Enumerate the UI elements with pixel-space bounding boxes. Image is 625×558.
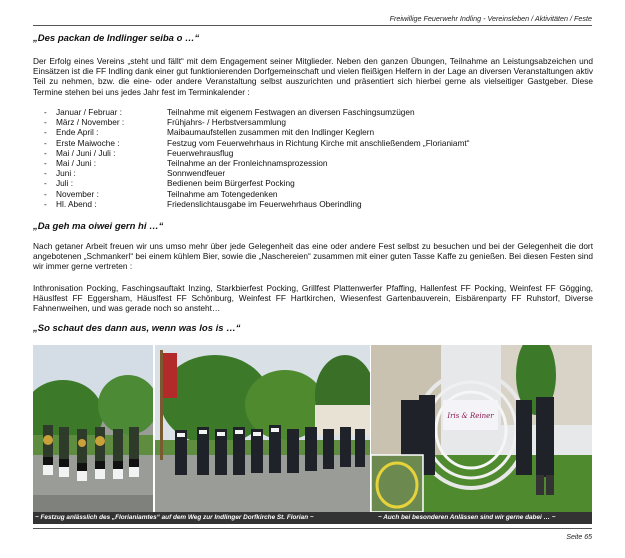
section-title-1: „Des packan de Indlinger seiba o …“ <box>33 33 200 44</box>
calendar-row <box>44 148 564 158</box>
calendar-when: Ende April : <box>56 127 99 138</box>
calendar-dash: - <box>44 107 47 117</box>
calendar-when: Juni : <box>56 168 76 179</box>
calendar-what: Feuerwehrausflug <box>167 147 234 158</box>
calendar-what: Bedienen beim Bürgerfest Pocking <box>167 178 295 189</box>
calendar-when: März / November : <box>56 117 125 128</box>
calendar-row <box>44 138 564 148</box>
calendar-dash: - <box>44 157 47 168</box>
visits-paragraph: Nach getaner Arbeit freuen wir uns umso mehr über jede Gelegenheit das eine oder andere Fest selbst zu besuchen und bei der Gelegenheit die dort angebotenen „Schmankerl“ bei einem kühlem Bier, sowie die „Naschereien“ zusammen mit einer guten Tasse Kaffe zu genießen. Bei diesen Festen sind wir immer gerne vertreten : <box>33 241 593 272</box>
page-number: Seite 65 <box>566 534 592 541</box>
heart-banner-text: Iris & Reiner <box>447 412 494 420</box>
page-header <box>33 14 592 26</box>
calendar-row <box>44 199 564 209</box>
calendar-dash: - <box>44 117 47 128</box>
calendar-what: Festzug vom Feuerwehrhaus in Richtung Kirche mit anschließendem „Florianiamt“ <box>167 137 470 148</box>
calendar-when: Erste Maiwoche : <box>56 137 120 148</box>
photo-caption-bar <box>33 512 592 524</box>
photo-fire-brigade-parade <box>155 345 370 512</box>
calendar-what: Maibaumaufstellen zusammen mit den Indlinger Keglern <box>167 127 375 138</box>
calendar-row <box>44 107 564 117</box>
calendar-what: Teilnahme am Totengedenken <box>167 188 278 199</box>
calendar-dash: - <box>44 137 47 148</box>
calendar-dash: - <box>44 178 47 189</box>
calendar-when: Mai / Juni : <box>56 157 97 168</box>
calendar-when: Mai / Juni / Juli : <box>56 147 116 158</box>
calendar-what: Sonnwendfeuer <box>167 168 226 179</box>
calendar-dash: - <box>44 127 47 138</box>
calendar-when: November : <box>56 188 99 199</box>
calendar-when: Januar / Februar : <box>56 107 122 117</box>
intro-paragraph: Der Erfolg eines Vereins „steht und fällt“ mit dem Engagement seiner Mitglieder. Neben den ganzen Übungen, Teilnahme an Leistungsabzeichen und Einsätzen ist die FF Indling dank einer gut funktionierenden Dorfgemeinschaft und vielen fleißigen Helfern in der Lage an diversen Veranstaltungen aktiv Teil zu nehmen, bzw. die eine- oder andere Veranstaltung selbst auszurichten und präsentiert sich hierbei gerne als vielseitiger Gastgeber. Diese Termine stehen bei uns jedes Jahr fest im Terminkalender : <box>33 56 593 97</box>
event-calendar <box>44 107 564 209</box>
festival-list-paragraph: Inthronisation Pocking, Faschingsauftakt Inzing, Starkbierfest Pocking, Grillfest Plattenwerfer Pfaffing, Hallenfest FF Pocking, Weinfest FF Gögging, Häuslfest FF Eggersham, Häuslfest FF Schönburg, Weinfest FF Hartkirchen, Wiesenfest Gartenbauverein, Eisbärenparty FF Ruhstorf, Diverse Fahnenweihen, und was gerade noch so ansteht… <box>33 283 593 314</box>
calendar-when: Juli : <box>56 178 74 189</box>
header-text: Freiwillige Feuerwehr Indling - Vereinsleben / Aktivitäten / Feste <box>389 14 592 23</box>
calendar-row <box>44 158 564 168</box>
calendar-row <box>44 168 564 178</box>
calendar-row <box>44 117 564 127</box>
calendar-what: Friedenslichtausgabe im Feuerwehrhaus Oberindling <box>167 198 362 209</box>
calendar-dash: - <box>44 147 47 158</box>
calendar-when: Hl. Abend : <box>56 198 97 209</box>
calendar-what: Frühjahrs- / Herbstversammlung <box>167 117 286 128</box>
photo-caption-left: ~ Festzug anlässlich des „Florianiamtes“ auf dem Weg zur Indlinger Dorfkirche St. Florian ~ <box>35 514 314 521</box>
footer-rule <box>33 528 592 529</box>
calendar-what: Teilnahme an der Fronleichnamsprozession <box>167 157 328 168</box>
photo-caption-right: ~ Auch bei besonderen Anlässen sind wir gerne dabei … ~ <box>378 514 556 521</box>
photo-brass-band <box>33 345 153 512</box>
calendar-row <box>44 178 564 188</box>
calendar-dash: - <box>44 198 47 209</box>
section-title-2: „Da geh ma oiwei gern hi …“ <box>33 221 164 232</box>
photo-wedding-arch <box>371 345 592 512</box>
calendar-dash: - <box>44 168 47 179</box>
calendar-what: Teilnahme mit eigenem Festwagen an diversen Faschingsumzügen <box>167 107 415 117</box>
section-title-3: „So schaut des dann aus, wenn was los is …“ <box>33 323 241 334</box>
calendar-row <box>44 189 564 199</box>
calendar-row <box>44 127 564 137</box>
calendar-dash: - <box>44 188 47 199</box>
